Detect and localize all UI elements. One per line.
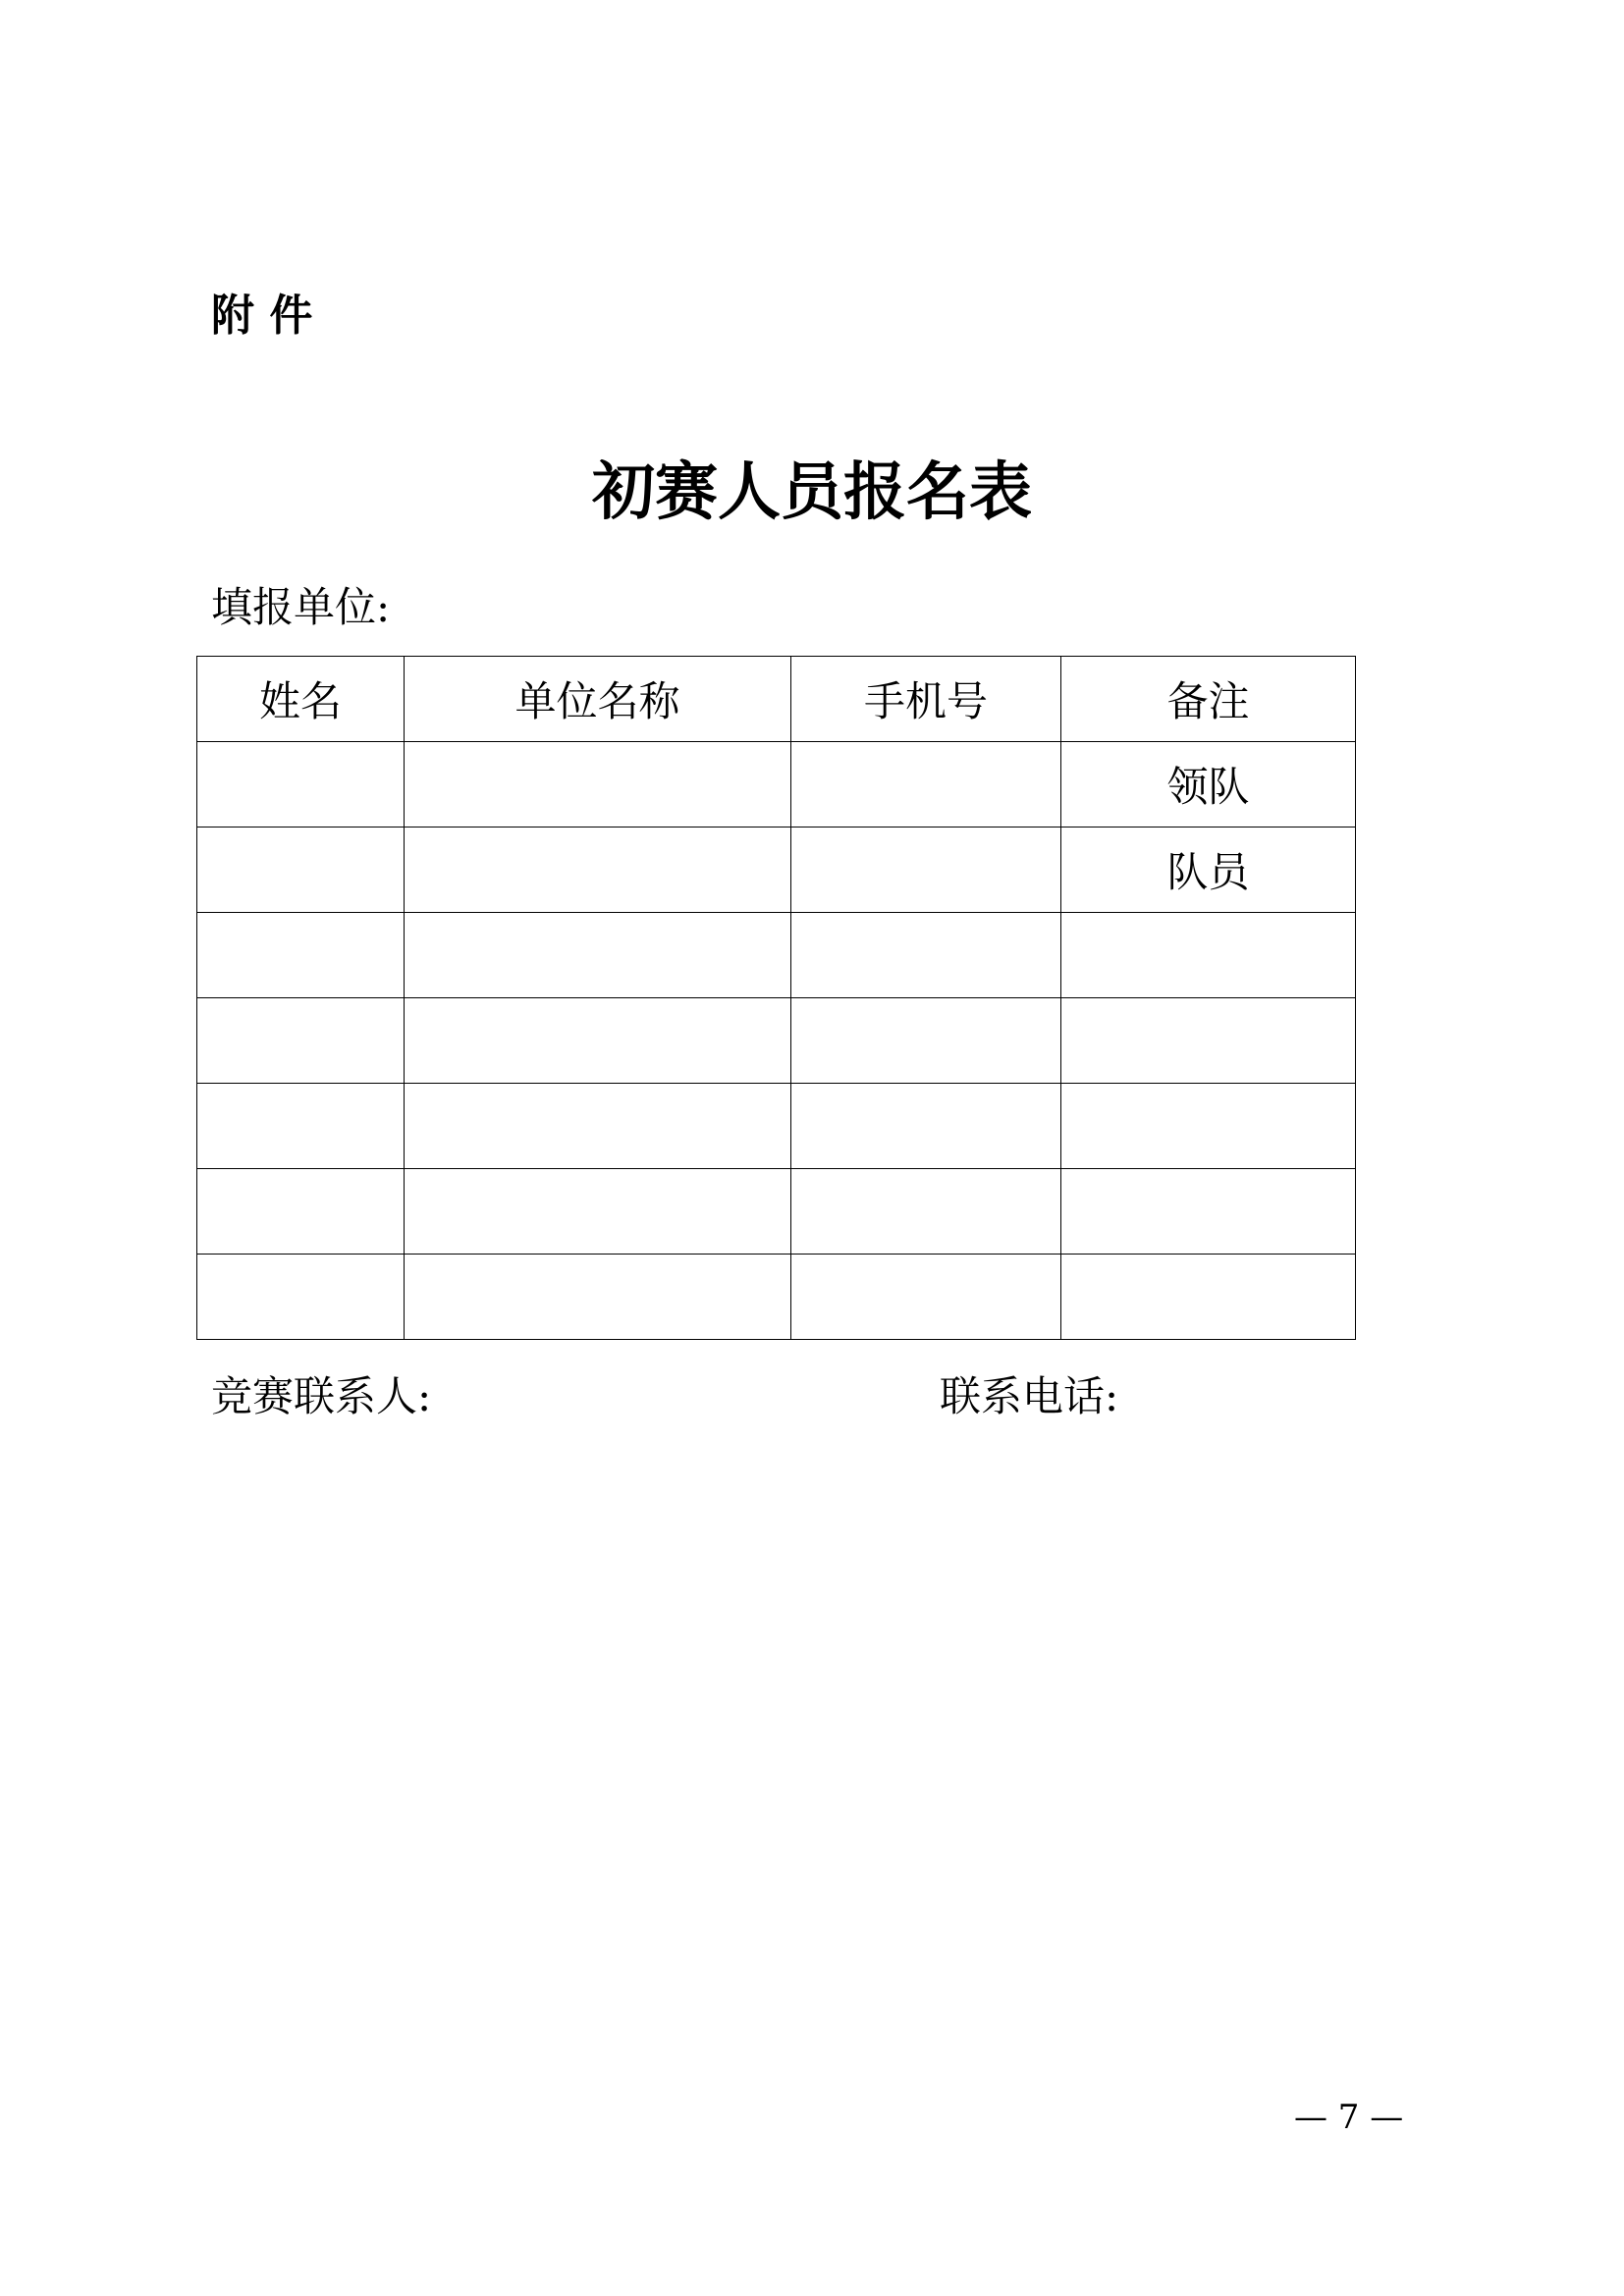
table-header-row <box>197 657 1356 742</box>
registration-table <box>196 656 1356 1340</box>
table-row <box>197 1169 1356 1255</box>
contact-person-label: 竞赛联系人: <box>211 1372 432 1420</box>
table-row <box>197 1084 1356 1169</box>
cell-unit-name[interactable] <box>405 1084 791 1169</box>
table-row <box>197 1255 1356 1340</box>
cell-remarks[interactable] <box>1061 998 1356 1084</box>
cell-name[interactable] <box>197 1255 405 1340</box>
cell-remarks[interactable] <box>1061 1084 1356 1169</box>
cell-phone[interactable] <box>791 998 1061 1084</box>
table-row <box>197 828 1356 913</box>
table-row <box>197 998 1356 1084</box>
cell-remarks[interactable] <box>1061 1169 1356 1255</box>
cell-phone[interactable] <box>791 742 1061 828</box>
cell-remarks[interactable] <box>1061 1255 1356 1340</box>
cell-phone[interactable] <box>791 1255 1061 1340</box>
cell-unit-name[interactable] <box>405 828 791 913</box>
cell-unit-name[interactable] <box>405 913 791 998</box>
header-remarks: 备注 <box>1061 657 1356 742</box>
contact-phone-label: 联系电话: <box>940 1372 1119 1420</box>
cell-name[interactable] <box>197 1084 405 1169</box>
cell-phone[interactable] <box>791 913 1061 998</box>
cell-remarks: 领队 <box>1061 742 1356 828</box>
header-name: 姓名 <box>197 657 405 742</box>
cell-phone[interactable] <box>791 1084 1061 1169</box>
table-row <box>197 742 1356 828</box>
cell-unit-name[interactable] <box>405 998 791 1084</box>
cell-phone[interactable] <box>791 1169 1061 1255</box>
cell-name[interactable] <box>197 998 405 1084</box>
cell-phone[interactable] <box>791 828 1061 913</box>
fill-unit-label: 填报单位: <box>211 583 391 631</box>
cell-unit-name[interactable] <box>405 1169 791 1255</box>
cell-remarks[interactable] <box>1061 913 1356 998</box>
cell-name[interactable] <box>197 913 405 998</box>
cell-name[interactable] <box>197 1169 405 1255</box>
attachment-label: 附 件 <box>211 291 313 341</box>
cell-remarks: 队员 <box>1061 828 1356 913</box>
cell-name[interactable] <box>197 828 405 913</box>
cell-name[interactable] <box>197 742 405 828</box>
cell-unit-name[interactable] <box>405 1255 791 1340</box>
page-title: 初赛人员报名表 <box>592 455 1032 529</box>
header-unit-name: 单位名称 <box>405 657 791 742</box>
page-number: — 7 — <box>1294 2098 1404 2137</box>
header-phone: 手机号 <box>791 657 1061 742</box>
table-row <box>197 913 1356 998</box>
cell-unit-name[interactable] <box>405 742 791 828</box>
